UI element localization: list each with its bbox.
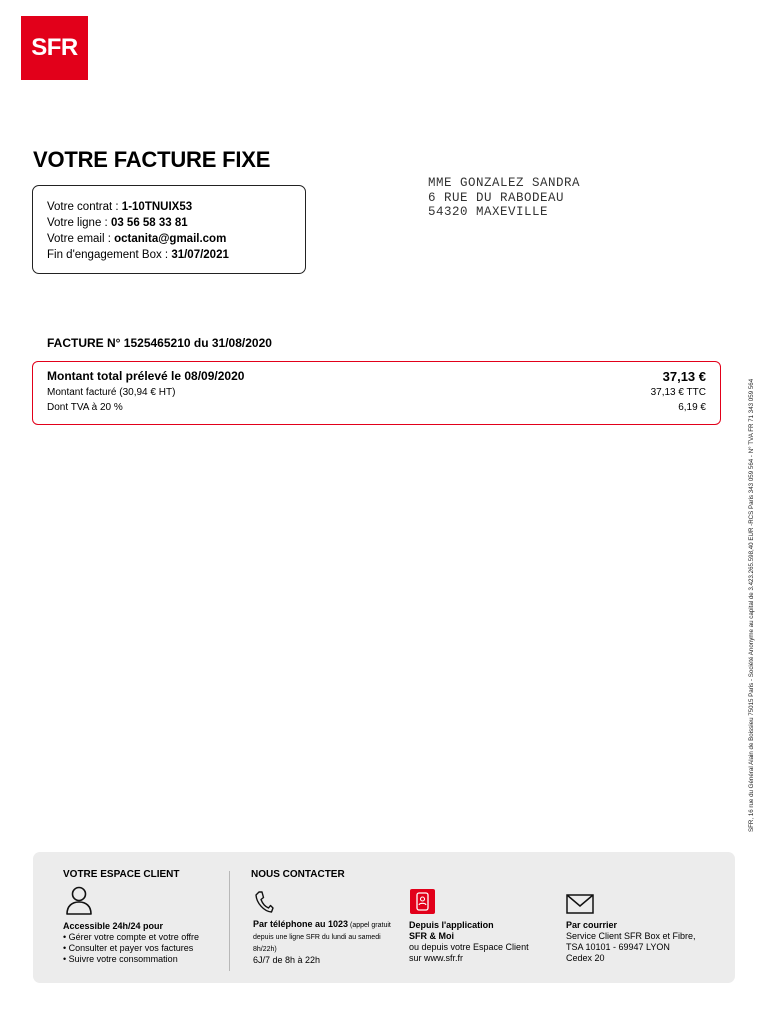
contact-heading: NOUS CONTACTER: [251, 869, 345, 880]
envelope-icon: [566, 894, 594, 914]
logo-text: SFR: [31, 34, 78, 61]
mail-contact-line: Cedex 20: [566, 953, 605, 963]
address-line-name: MME GONZALEZ SANDRA: [428, 176, 581, 190]
contract-info-box: [32, 185, 306, 274]
app-contact-url: sur www.sfr.fr: [409, 953, 464, 963]
mail-contact-text: [566, 920, 696, 964]
espace-client-heading: VOTRE ESPACE CLIENT: [63, 869, 180, 880]
tva-amount-value: 6,19 €: [678, 402, 706, 413]
tva-amount-row: [47, 402, 706, 413]
person-icon: [65, 886, 93, 916]
billed-amount-label: Montant facturé (30,94 € HT): [47, 387, 176, 398]
phone-contact-title: Par téléphone au 1023: [253, 919, 349, 929]
recipient-address: [428, 176, 580, 220]
mail-contact-line: TSA 10101 - 69947 LYON: [566, 942, 670, 952]
sfr-logo: [21, 16, 88, 80]
email-value: octanita@gmail.com: [114, 233, 227, 245]
page-title: VOTRE FACTURE FIXE: [33, 147, 271, 172]
billed-amount-value: 37,13 € TTC: [650, 387, 706, 398]
engagement-label: Fin d'engagement Box :: [47, 249, 172, 261]
phone-contact-note: (appel gratuit depuis une ligne SFR du lundi au samedi 8h/22h): [253, 922, 391, 953]
app-contact-title: Depuis l'application: [409, 920, 494, 930]
mail-contact-line: Service Client SFR Box et Fibre,: [566, 931, 696, 941]
phone-line-line: [47, 215, 305, 231]
contract-label: Votre contrat :: [47, 201, 122, 213]
mobile-app-glyph-icon: [410, 889, 435, 914]
mail-contact-title: Par courrier: [566, 920, 618, 930]
footer-divider: [229, 871, 230, 971]
engagement-line: [47, 247, 305, 263]
espace-client-title: Accessible 24h/24 pour: [63, 921, 164, 931]
tva-amount-label: Dont TVA à 20 %: [47, 402, 123, 413]
total-amount-row: [47, 369, 706, 384]
address-line-city: 54320 MAXEVILLE: [428, 205, 549, 219]
espace-client-item: • Gérer votre compte et votre offre: [63, 932, 200, 942]
espace-client-item: • Consulter et payer vos factures: [63, 943, 194, 953]
phone-line-label: Votre ligne :: [47, 217, 111, 229]
amount-summary-box: [32, 361, 721, 425]
phone-icon: [254, 890, 274, 914]
contract-value: 1-10TNUIX53: [121, 201, 193, 213]
email-line: [47, 231, 305, 247]
phone-contact-hours: 6J/7 de 8h à 22h: [253, 955, 321, 965]
contract-line: [47, 199, 305, 215]
total-amount-label: Montant total prélevé le 08/09/2020: [47, 369, 245, 383]
espace-client-item: • Suivre votre consommation: [63, 954, 178, 964]
app-contact-text: [409, 920, 529, 964]
legal-mentions: SFR, 16 rue du Général Alain de Boissieu 75015 Paris - Société Anonyme au capital de 3.423.265.598,40 EUR -RCS Paris 343 059 564 - N° TVA FR 71 343 059 564: [748, 378, 755, 832]
espace-client-text: [63, 921, 199, 965]
email-label: Votre email :: [47, 233, 115, 245]
footer-contact-panel: [33, 852, 735, 983]
billed-amount-row: [47, 387, 706, 398]
engagement-value: 31/07/2021: [171, 249, 229, 261]
address-line-street: 6 RUE DU RABODEAU: [428, 190, 565, 205]
app-contact-alt: ou depuis votre Espace Client: [409, 942, 529, 952]
total-amount-value: 37,13 €: [662, 369, 706, 384]
invoice-number: FACTURE N° 1525465210 du 31/08/2020: [47, 336, 272, 350]
app-contact-name: SFR & Moi: [409, 931, 454, 941]
phone-contact-text: [253, 919, 403, 966]
mobile-app-icon: [410, 889, 435, 914]
phone-line-value: 03 56 58 33 81: [110, 217, 188, 229]
